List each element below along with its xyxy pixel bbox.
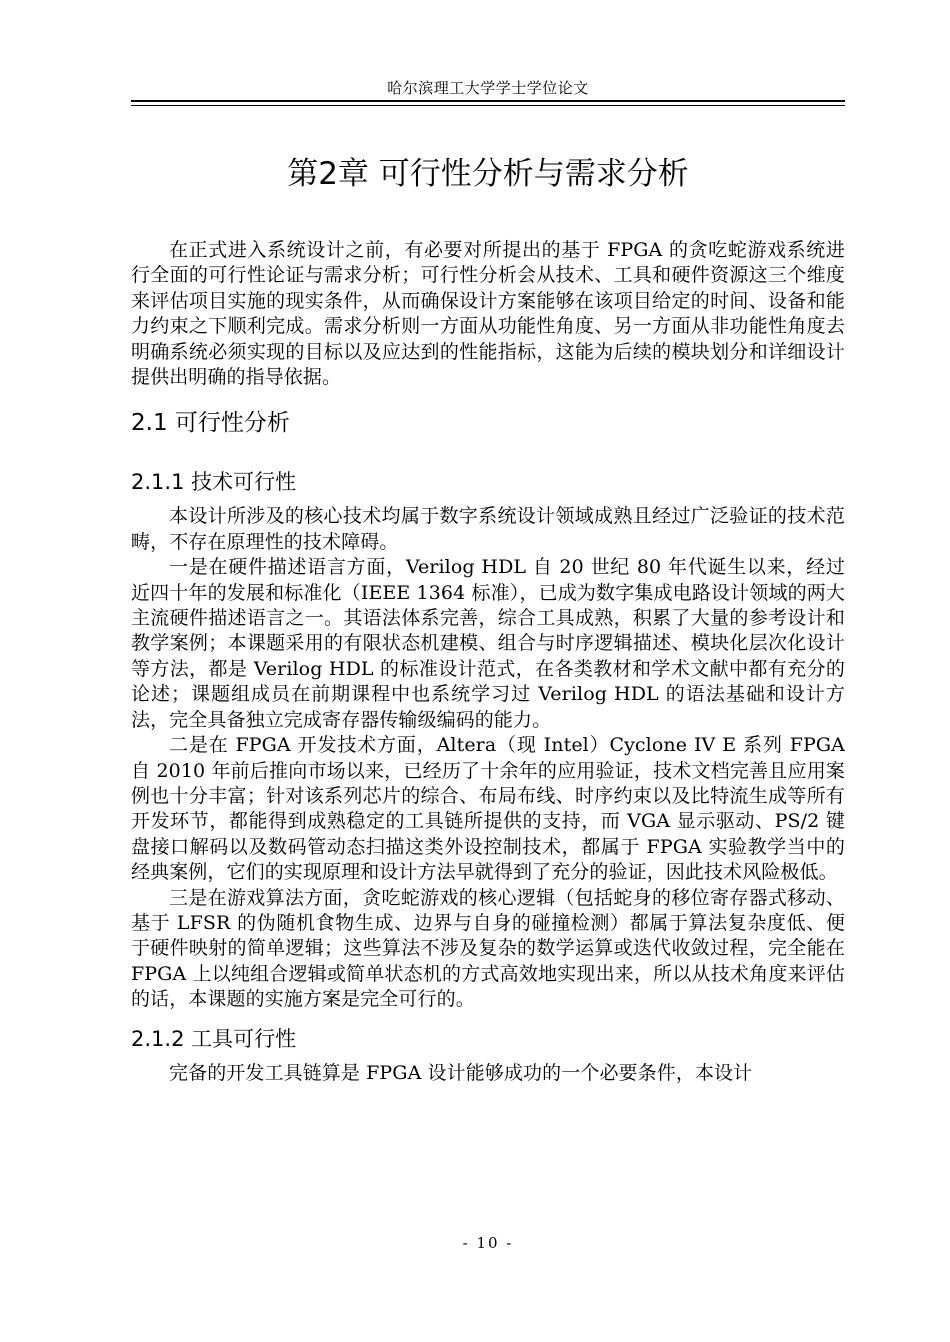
body-paragraph: 三是在游戏算法方面，贪吃蛇游戏的核心逻辑（包括蛇身的移位寄存器式移动、基于 LFSR 的伪随机食物生成、边界与自身的碰撞检测）都属于算法复杂度低、便于硬件映射的简单逻辑；这些算法不涉及复杂的数学运算或迭代收敛过程，完全能在 FPGA 上以纯组合逻辑或简单状态机的方式高效地实现出来，所以从技术角度来评估的话，本课题的实施方案是完全可行的。	[131, 886, 845, 1011]
header-rule-thin	[131, 105, 845, 106]
body-content	[131, 238, 845, 1086]
running-header: 哈尔滨理工大学学士学位论文	[387, 79, 589, 97]
chapter-title: 第2章 可行性分析与需求分析	[287, 156, 689, 192]
section-heading-2-1-2: 2.1.2 工具可行性	[131, 1026, 297, 1051]
intro-paragraph: 在正式进入系统设计之前，有必要对所提出的基于 FPGA 的贪吃蛇游戏系统进行全面的可行性论证与需求分析；可行性分析会从技术、工具和硬件资源这三个维度来评估项目实施的现实条件，从而确保设计方案能够在该项目给定的时间、设备和能力约束之下顺利完成。需求分析则一方面从功能性角度、另一方面从非功能性角度去明确系统必须实现的目标以及应达到的性能指标，这能为后续的模块划分和详细设计提供出明确的指导依据。	[131, 239, 845, 389]
section-heading-2-1: 2.1 可行性分析	[131, 410, 290, 437]
page-number: - 10 -	[462, 1234, 514, 1252]
body-paragraph: 本设计所涉及的核心技术均属于数字系统设计领域成熟且经过广泛验证的技术范畴，不存在原理性的技术障碍。	[131, 505, 845, 553]
section-heading-2-1-1: 2.1.1 技术可行性	[131, 470, 297, 495]
body-paragraph: 一是在硬件描述语言方面，Verilog HDL 自 20 世纪 80 年代诞生以来，经过近四十年的发展和标准化（IEEE 1364 标准），已成为数字集成电路设计领域的两大主流硬件描述语言之一。其语法体系完善，综合工具成熟，积累了大量的参考设计和教学案例；本课题采用的有限状态机建模、组合与时序逻辑描述、模块化层次化设计等方法，都是 Verilog HDL 的标准设计范式，在各类教材和学术文献中都有充分的论述；课题组成员在前期课程中也系统学习过 Verilog HDL 的语法基础和设计方法，完全具备独立完成寄存器传输级编码的能力。	[131, 556, 845, 731]
header-rule	[131, 100, 845, 102]
body-paragraph: 二是在 FPGA 开发技术方面，Altera（现 Intel）Cyclone IV E 系列 FPGA 自 2010 年前后推向市场以来，已经历了十余年的应用验证，技术文档完善且应用案例也十分丰富；针对该系列芯片的综合、布局布线、时序约束以及比特流生成等所有开发环节，都能得到成熟稳定的工具链所提供的支持，而 VGA 显示驱动、PS/2 键盘接口解码以及数码管动态扫描这类外设控制技术，都属于 FPGA 实验教学当中的经典案例，它们的实现原理和设计方法早就得到了充分的验证，因此技术风险极低。	[131, 734, 845, 884]
body-paragraph: 完备的开发工具链算是 FPGA 设计能够成功的一个必要条件，本设计	[169, 1061, 753, 1084]
